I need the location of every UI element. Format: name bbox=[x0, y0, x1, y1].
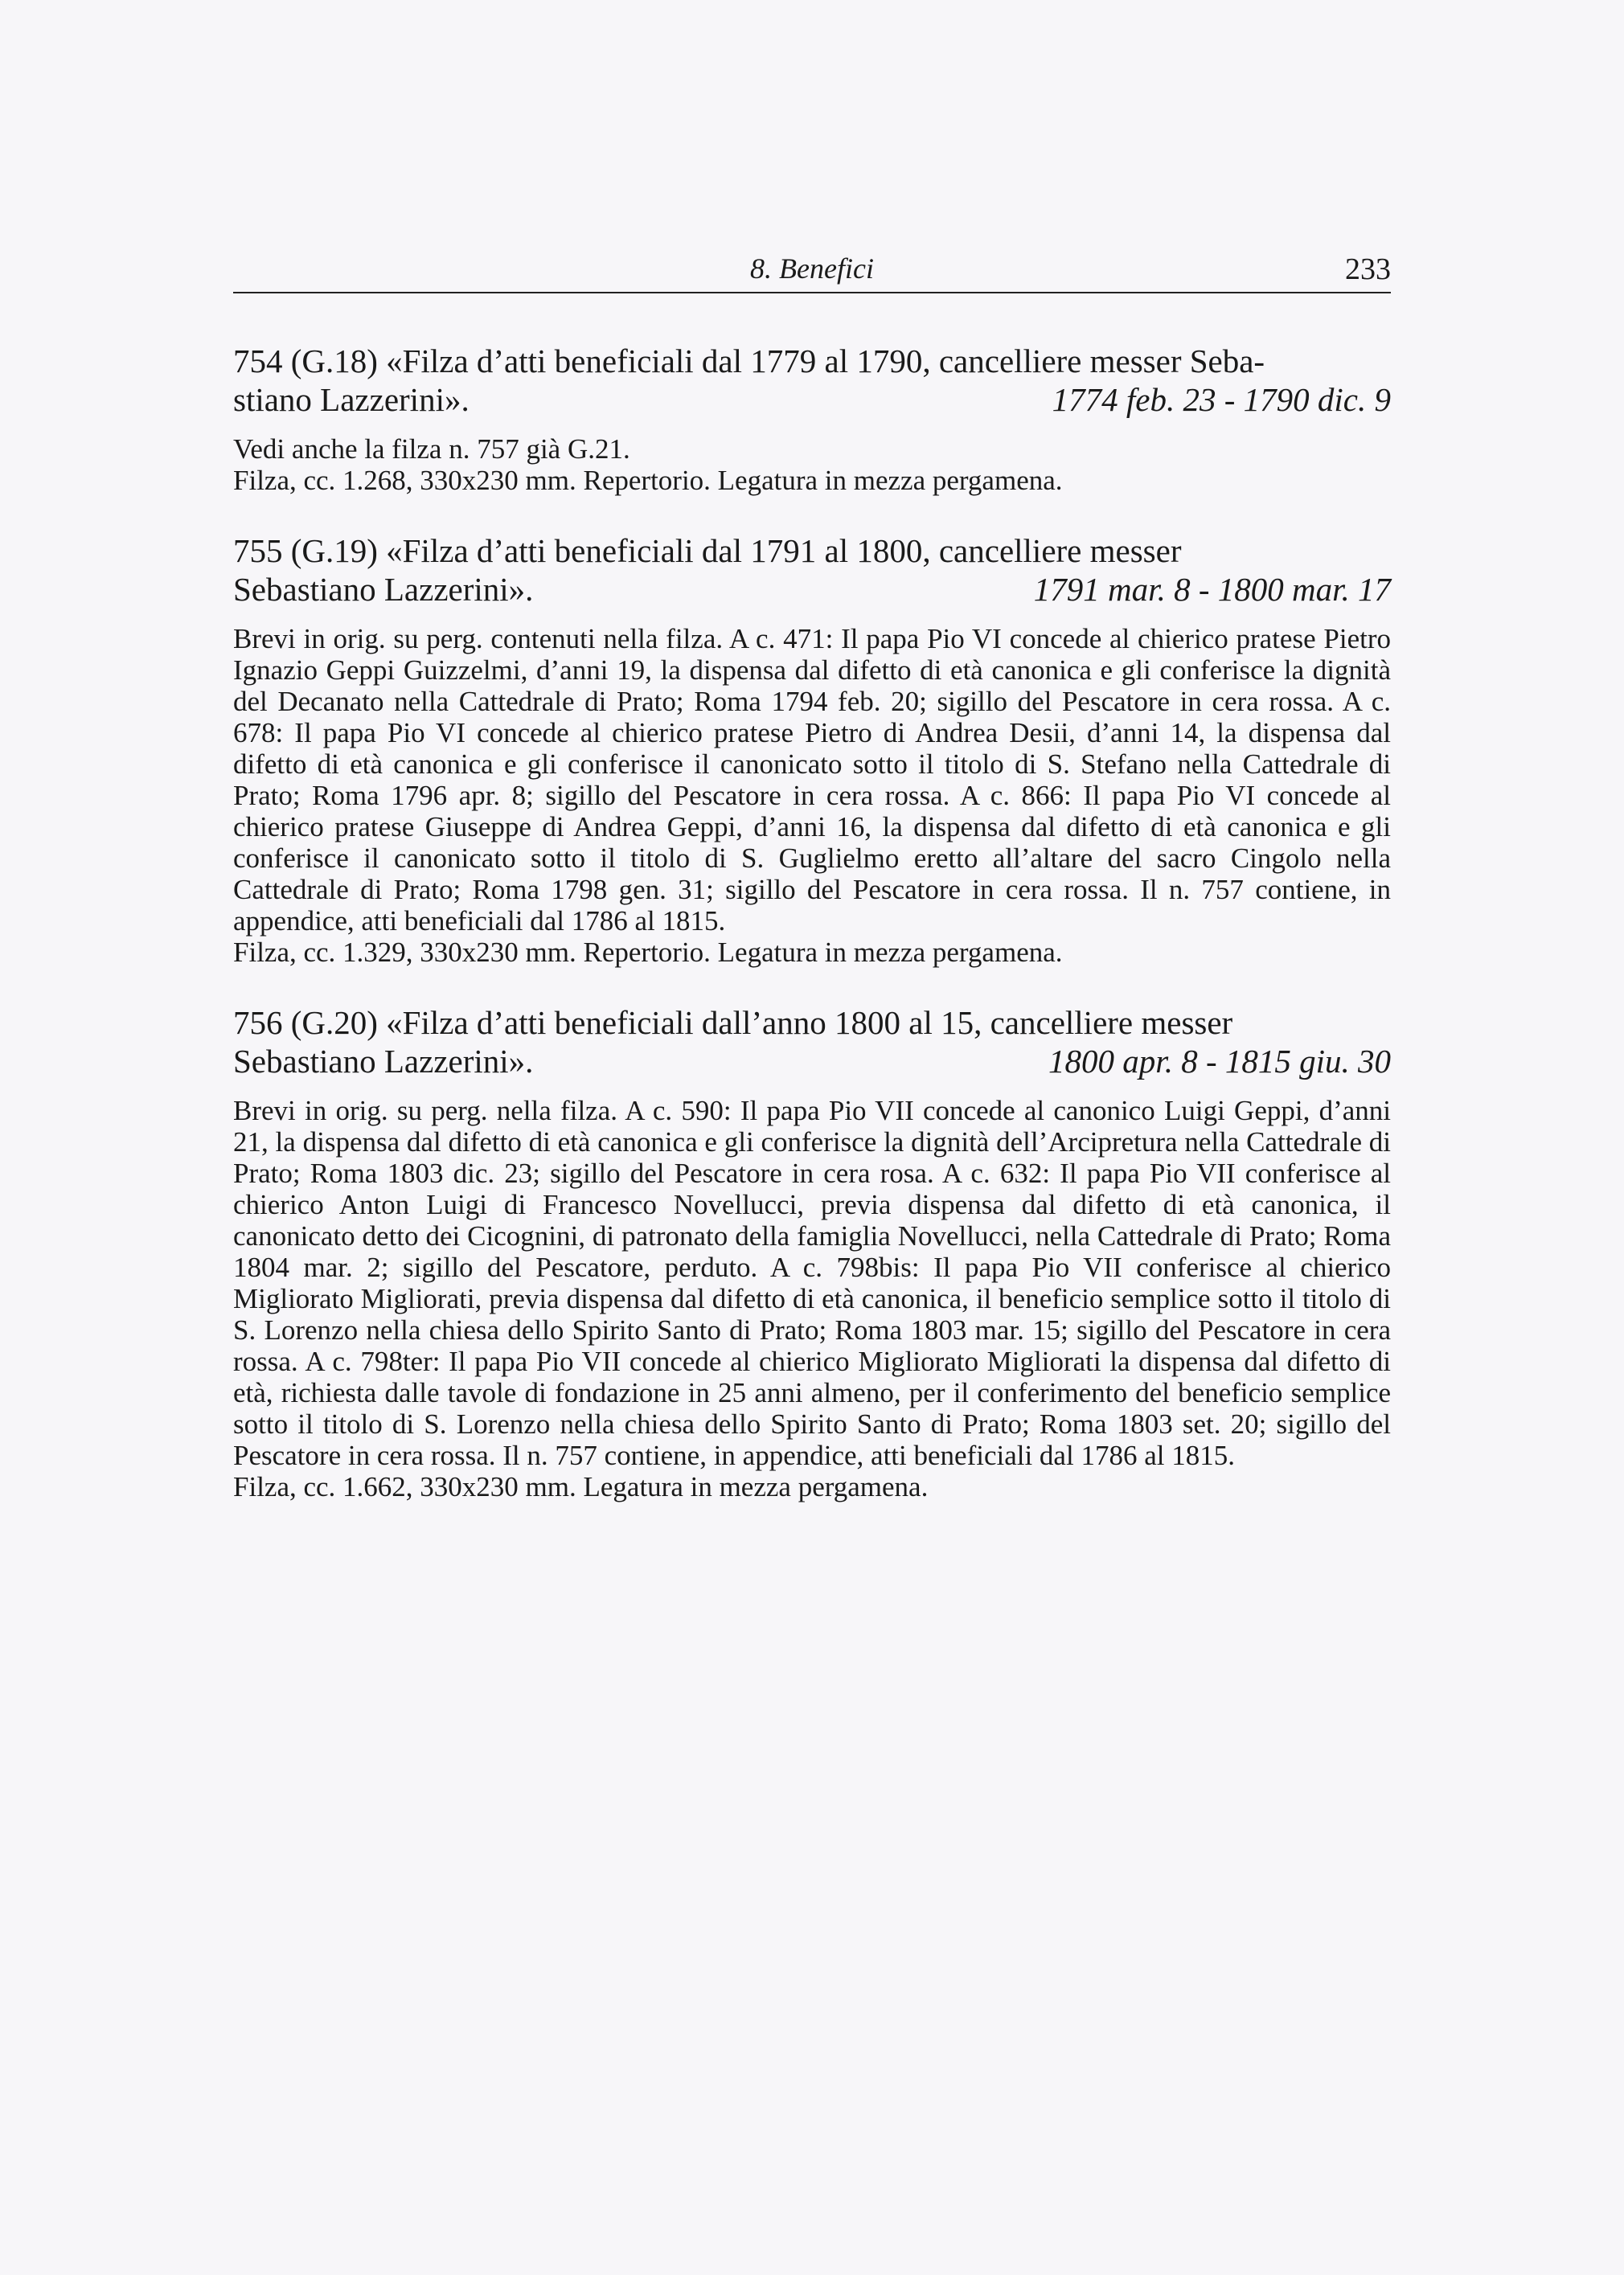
entry-body bbox=[233, 623, 1391, 968]
entry-physical-description: Filza, cc. 1.662, 330x230 mm. Legatura in mezza pergamena. bbox=[233, 1471, 929, 1502]
entry-755 bbox=[233, 531, 1391, 968]
main-content bbox=[233, 342, 1391, 1538]
entry-date-range: 1800 apr. 8 - 1815 giu. 30 bbox=[1048, 1043, 1391, 1080]
entry-description: Brevi in orig. su perg. nella filza. A c. 590: Il papa Pio VII concede al canonico Luigi Geppi, d’anni 21, la dispensa dal difetto di età canonica e gli conferisce la dignità dell’Arcipretura nella Cattedrale di Prato; Roma 1803 dic. 23; sigillo del Pescatore in cera rosa. A c. 632: Il papa Pio VII conferisce al chierico Anton Luigi di Francesco Novellucci, previa dispensa dal difetto di età canonica, il canonicato detto dei Cicognini, di patronato della famiglia Novellucci, nella Cattedrale di Prato; Roma 1804 mar. 2; sigillo del Pescatore, perduto. A c. 798bis: Il papa Pio VII conferisce al chierico Migliorato Migliorati, previa dispensa dal difetto di età canonica, il beneficio semplice sotto il titolo di S. Lorenzo nella chiesa dello Spirito Santo di Prato; Roma 1803 mar. 15; sigillo del Pescatore in cera rossa. A c. 798ter: Il papa Pio VII concede al chierico Migliorato Migliorati la dispensa dal difetto di età, richiesta dalle tavole di fondazione in 25 anni almeno, per il conferimento del beneficio semplice sotto il titolo di S. Lorenzo nella chiesa dello Spirito Santo di Prato; Roma 1803 set. 20; sigillo del Pescatore in cera rossa. Il n. 757 contiene, in appendice, atti beneficiali dal 1786 al 1815. bbox=[233, 1095, 1391, 1471]
page-number: 233 bbox=[1345, 252, 1391, 286]
entry-title-end: stiano Lazzerini». bbox=[233, 381, 470, 418]
entry-body bbox=[233, 433, 1391, 496]
entry-heading-last-line bbox=[233, 380, 1391, 419]
entry-body bbox=[233, 1095, 1391, 1502]
header-rule bbox=[233, 292, 1391, 293]
entry-heading: 756 (G.20) «Filza d’atti beneficiali dall’anno 1800 al 15, cancelliere messer bbox=[233, 1004, 1233, 1041]
entry-date-range: 1774 feb. 23 - 1790 dic. 9 bbox=[1052, 381, 1391, 418]
entry-754 bbox=[233, 342, 1391, 496]
entry-physical-description: Filza, cc. 1.329, 330x230 mm. Repertorio. Legatura in mezza pergamena. bbox=[233, 937, 1063, 968]
entry-description: Vedi anche la filza n. 757 già G.21. bbox=[233, 433, 630, 465]
running-header bbox=[233, 245, 1391, 293]
entry-date-range: 1791 mar. 8 - 1800 mar. 17 bbox=[1033, 571, 1391, 608]
entry-heading: 755 (G.19) «Filza d’atti beneficiali dal 1791 al 1800, cancelliere messer bbox=[233, 532, 1182, 569]
entry-title-end: Sebastiano Lazzerini». bbox=[233, 1043, 534, 1080]
entry-heading: 754 (G.18) «Filza d’atti beneficiali dal 1779 al 1790, cancelliere messer Seba- bbox=[233, 342, 1265, 379]
entry-756 bbox=[233, 1003, 1391, 1502]
entry-heading-last-line bbox=[233, 1042, 1391, 1080]
entry-physical-description: Filza, cc. 1.268, 330x230 mm. Repertorio. Legatura in mezza pergamena. bbox=[233, 465, 1063, 496]
entry-title-end: Sebastiano Lazzerini». bbox=[233, 571, 534, 608]
entry-heading-last-line bbox=[233, 570, 1391, 609]
running-header-title: 8. Benefici bbox=[750, 252, 874, 285]
entry-description: Brevi in orig. su perg. contenuti nella filza. A c. 471: Il papa Pio VI concede al chierico pratese Pietro Ignazio Geppi Guizzelmi, d’anni 19, la dispensa dal difetto di età canonica e gli conferisce la dignità del Decanato nella Cattedrale di Prato; Roma 1794 feb. 20; sigillo del Pescatore in cera rossa. A c. 678: Il papa Pio VI concede al chierico pratese Pietro di Andrea Desii, d’anni 14, la dispensa dal difetto di età canonica e gli conferisce il canonicato sotto il titolo di S. Stefano nella Cattedrale di Prato; Roma 1796 apr. 8; sigillo del Pescatore in cera rossa. A c. 866: Il papa Pio VI concede al chierico pratese Giuseppe di Andrea Geppi, d’anni 16, la dispensa dal difetto di età canonica e gli conferisce il canonicato sotto il titolo di S. Guglielmo eretto all’altare del sacro Cingolo nella Cattedrale di Prato; Roma 1798 gen. 31; sigillo del Pescatore in cera rossa. Il n. 757 contiene, in appendice, atti beneficiali dal 1786 al 1815. bbox=[233, 623, 1391, 937]
